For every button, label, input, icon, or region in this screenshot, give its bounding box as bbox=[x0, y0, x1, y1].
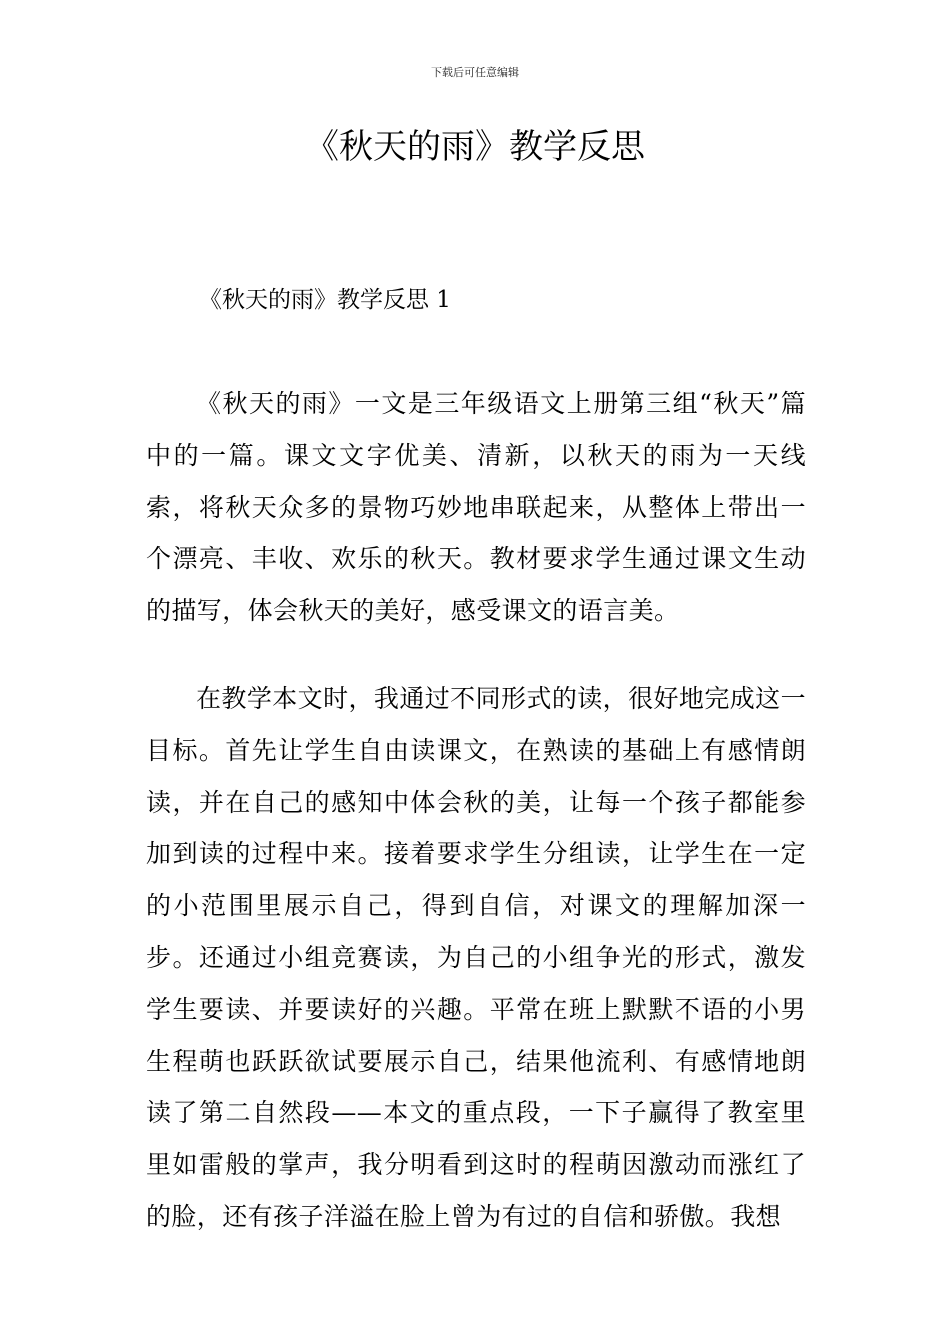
body-paragraph-2: 在教学本文时，我通过不同形式的读，很好地完成这一目标。首先让学生自由读课文，在熟读的基础上有感情朗读，并在自己的感知中体会秋的美，让每一个孩子都能参加到读的过程中来。接着要求学生分组读，让学生在一定的小范围里展示自己，得到自信，对课文的理解加深一步。还通过小组竞赛读，为自己的小组争光的形式，激发学生要读、并要读好的兴趣。平常在班上默默不语的小男生程萌也跃跃欲试要展示自己，结果他流利、有感情地朗读了第二自然段——本文的重点段，一下子赢得了教室里里如雷般的掌声，我分明看到这时的程萌因激动而涨红了的脸，还有孩子洋溢在脸上曾为有过的自信和骄傲。我想 bbox=[146, 684, 806, 1231]
section-heading: 《秋天的雨》教学反思 1 bbox=[199, 287, 451, 313]
header-note: 下载后可任意编辑 bbox=[431, 66, 519, 79]
body-paragraph-1: 《秋天的雨》一文是三年级语文上册第三组“秋天”篇中的一篇。课文文字优美、清新，以秋天的雨为一天线索，将秋天众多的景物巧妙地串联起来，从整体上带出一个漂亮、丰收、欢乐的秋天。教材要求学生通过课文生动的描写，体会秋天的美好，感受课文的语言美。 bbox=[146, 389, 806, 626]
document-title: 《秋天的雨》教学反思 bbox=[305, 127, 645, 167]
